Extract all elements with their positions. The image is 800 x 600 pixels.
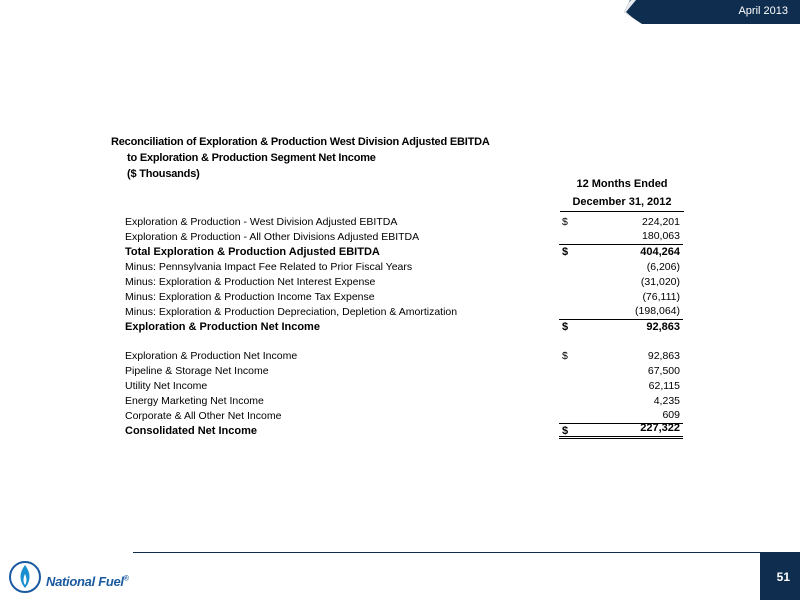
table-row: [125, 215, 685, 230]
row-value: 92,863: [647, 350, 680, 362]
row-label: Minus: Exploration & Production Income Tax Expense: [125, 291, 375, 303]
row-value: 62,115: [648, 380, 680, 392]
table-row: [125, 379, 685, 394]
table-spacer: [125, 335, 685, 349]
row-value: (31,020): [640, 276, 680, 288]
row-dollar: $: [562, 425, 569, 437]
row-label: Corporate & All Other Net Income: [125, 410, 282, 422]
row-value: 224,201: [642, 216, 680, 228]
row-value: 404,264: [640, 246, 680, 258]
row-dollar: $: [562, 350, 568, 362]
row-value: (76,111): [642, 291, 680, 303]
table-row: [125, 394, 685, 409]
table-row: [125, 275, 685, 290]
table-title: [111, 134, 490, 182]
row-label: Exploration & Production - All Other Divisions Adjusted EBITDA: [125, 231, 420, 243]
reconciliation-table: [125, 215, 685, 439]
row-dollar: $: [562, 246, 569, 258]
row-value: 67,500: [647, 365, 680, 377]
row-label: Exploration & Production - West Division Adjusted EBITDA: [125, 216, 398, 228]
logo-registered-mark: ®: [123, 575, 129, 583]
row-label: Pipeline & Storage Net Income: [125, 365, 269, 377]
row-value: 180,063: [642, 230, 680, 242]
row-label: Exploration & Production Net Income: [125, 350, 298, 362]
row-value: 227,322: [640, 422, 680, 434]
row-value: 4,235: [653, 395, 680, 407]
row-label: Exploration & Production Net Income: [125, 321, 320, 333]
table-row: [125, 230, 685, 245]
page-number: 51: [776, 570, 790, 584]
title-line-2: to Exploration & Production Segment Net Income: [127, 152, 376, 164]
row-dollar: $: [562, 216, 568, 228]
row-label: Minus: Exploration & Production Net Interest Expense: [125, 276, 376, 288]
header-date: April 2013: [738, 5, 788, 17]
row-label: Utility Net Income: [125, 380, 208, 392]
table-row: [125, 364, 685, 379]
row-value: 609: [662, 409, 680, 421]
column-header-line-1: 12 Months Ended: [576, 178, 668, 190]
table-row-grand-total: [125, 424, 685, 439]
row-label: Minus: Pennsylvania Impact Fee Related to Prior Fiscal Years: [125, 261, 413, 273]
logo-wordmark-text: National Fuel: [46, 574, 124, 589]
table-row-total: [125, 320, 685, 335]
row-value: (198,064): [635, 305, 680, 317]
table-row: [125, 260, 685, 275]
row-dollar: $: [562, 321, 569, 333]
row-label: Consolidated Net Income: [125, 425, 258, 437]
table-row-total: [125, 245, 685, 260]
title-line-1: Reconciliation of Exploration & Production West Division Adjusted EBITDA: [111, 136, 490, 148]
column-header: [560, 175, 684, 212]
title-line-3: ($ Thousands): [127, 168, 200, 180]
row-value: (6,206): [646, 261, 680, 273]
column-header-line-2: December 31, 2012: [560, 193, 684, 212]
footer-divider: [133, 552, 763, 553]
row-label: Energy Marketing Net Income: [125, 395, 264, 407]
row-label: Minus: Exploration & Production Depreciation, Depletion & Amortization: [125, 306, 458, 318]
row-label: Total Exploration & Production Adjusted EBITDA: [125, 246, 380, 258]
row-value: 92,863: [646, 321, 680, 333]
logo-wordmark: [46, 574, 129, 589]
table-row: [125, 349, 685, 364]
table-row: [125, 305, 685, 320]
table-row: [125, 290, 685, 305]
